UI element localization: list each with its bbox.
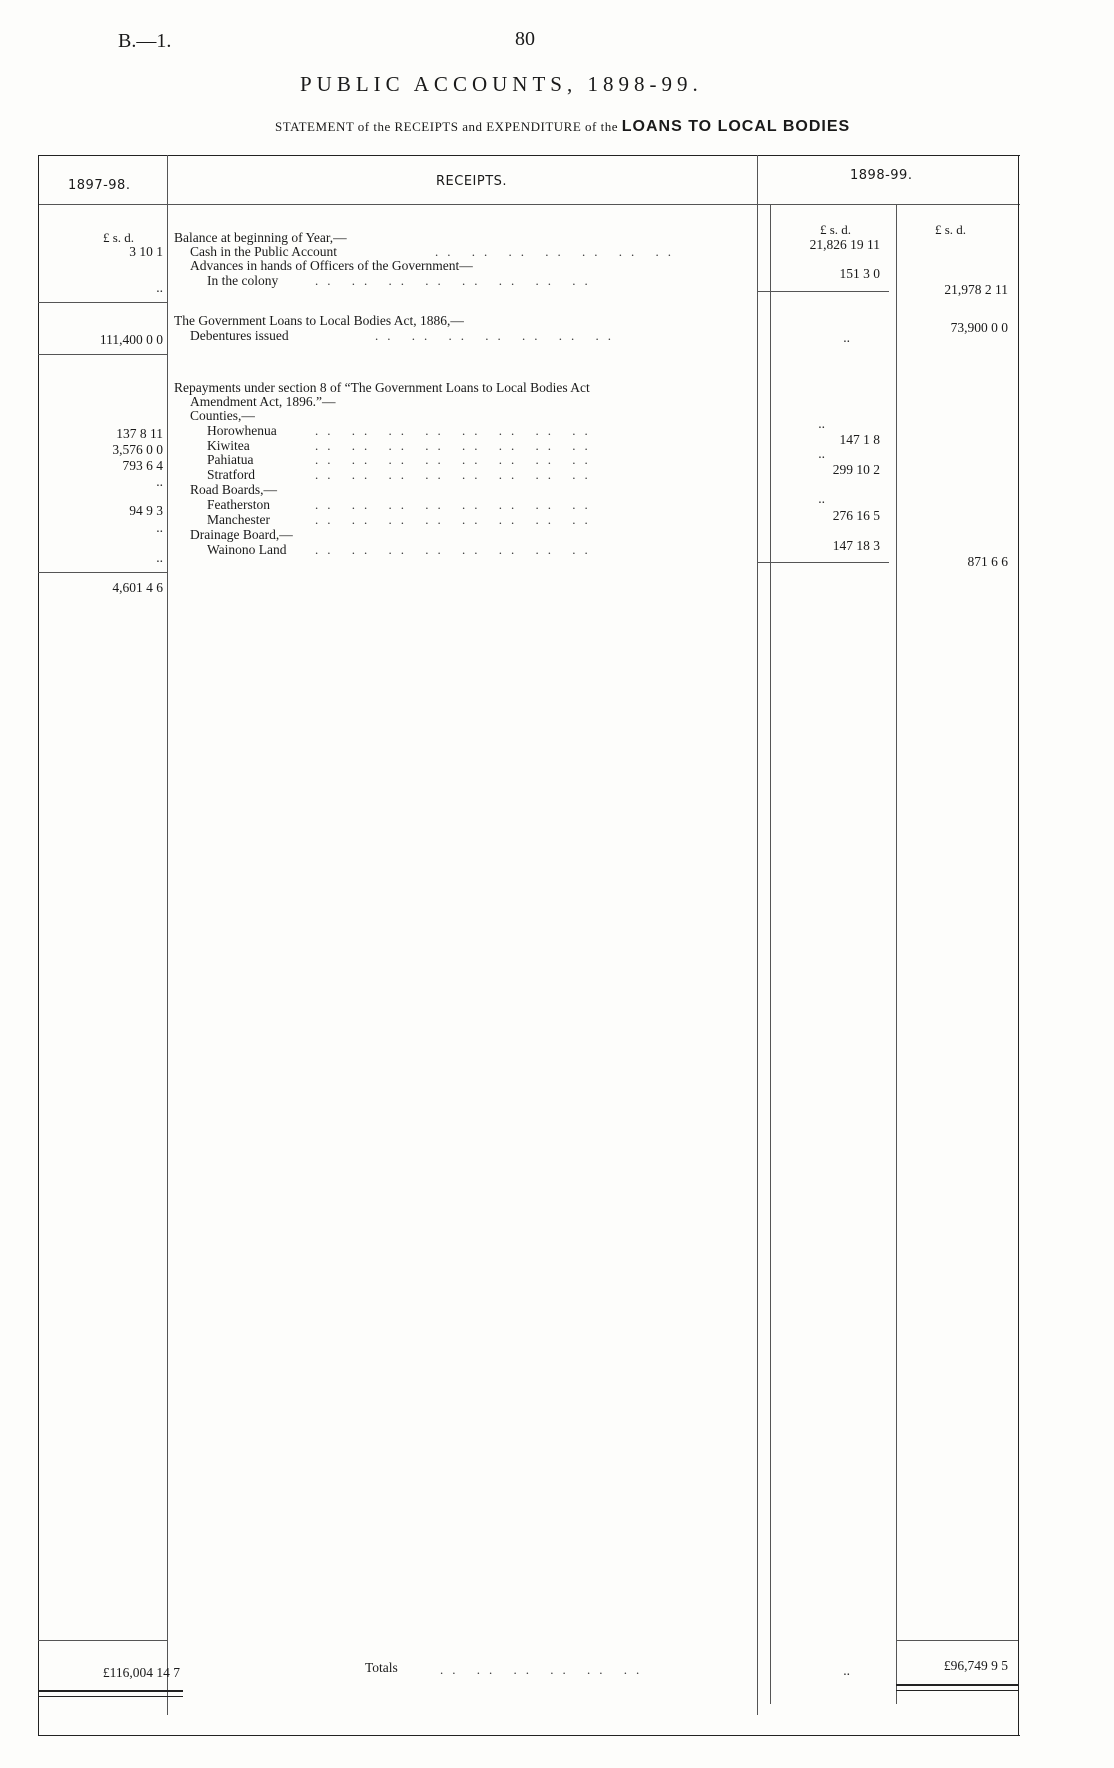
column-header-receipts: RECEIPTS. [436, 174, 508, 189]
column-header-1897-98: 1897-98. [68, 178, 131, 193]
prev-stratford: .. [156, 474, 163, 489]
leader-dots: .. .. .. .. .. .. .. .. [315, 467, 597, 482]
curr-wainono-land: 147 18 3 [832, 538, 880, 553]
prev-colony-value: .. [156, 280, 163, 295]
prev-featherston: 94 9 3 [129, 503, 163, 518]
item-pahiatua: Pahiatua [207, 452, 254, 467]
balance-heading: Balance at beginning of Year,— [174, 230, 347, 245]
subtitle-prefix: STATEMENT of the RECEIPTS and EXPENDITURE of the [275, 119, 618, 134]
curr-horowhenua-dots: .. [818, 416, 825, 431]
curr-featherston-dots: .. [818, 491, 825, 506]
prev-horowhenua: 137 8 11 [116, 426, 163, 441]
leader-dots: .. .. .. .. .. .. .. .. [315, 452, 597, 467]
advances-label: Advances in hands of Officers of the Government— [190, 258, 473, 273]
leader-dots: .. .. .. .. .. .. .. .. [315, 423, 597, 438]
prev-debentures-value: 111,400 0 0 [99, 332, 163, 347]
page-number: 80 [515, 28, 535, 50]
prev-grand-total: £116,004 14 7 [102, 1665, 180, 1680]
double-rule [896, 1684, 1018, 1691]
counties-label: Counties,— [190, 408, 255, 423]
mid-cash-value: 21,826 19 11 [809, 237, 880, 252]
prev-pahiatua: 793 6 4 [122, 458, 163, 473]
repayments-heading-line1: Repayments under section 8 of “The Government Loans to Local Bodies Act [174, 380, 590, 395]
item-kiwitea: Kiwitea [207, 438, 250, 453]
repayments-total: 871 6 6 [967, 554, 1008, 569]
leader-dots: .. .. .. .. .. .. [440, 1662, 649, 1677]
item-horowhenua: Horowhenua [207, 423, 277, 438]
currency-header-left: £ s. d. [103, 230, 135, 245]
curr-grand-total: £96,749 9 5 [943, 1658, 1008, 1673]
currency-header-mid: £ s. d. [820, 222, 852, 237]
leader-dots: .. .. .. .. .. .. .. .. [315, 497, 597, 512]
act1886-heading: The Government Loans to Local Bodies Act, 1886,— [174, 313, 464, 328]
subtitle-bold: LOANS TO LOCAL BODIES [621, 118, 851, 135]
curr-horowhenua: 147 1 8 [839, 432, 880, 447]
leader-dots: .. .. .. .. .. .. .. .. [315, 438, 597, 453]
item-featherston: Featherston [207, 497, 270, 512]
balance-total: 21,978 2 11 [944, 282, 1008, 297]
leader-dots: .. .. .. .. .. .. .. .. [315, 542, 597, 557]
act1886-total: 73,900 0 0 [950, 320, 1008, 335]
page-title: PUBLIC ACCOUNTS, 1898-99. [300, 72, 703, 96]
drainage-board-label: Drainage Board,— [190, 527, 293, 542]
double-rule [38, 1690, 183, 1697]
prev-kiwitea: 3,576 0 0 [112, 442, 163, 457]
mid-grand-total: .. [843, 1663, 850, 1678]
mid-colony-value: 151 3 0 [839, 266, 880, 281]
cash-label: Cash in the Public Account [190, 244, 337, 259]
debentures-label: Debentures issued [190, 328, 289, 343]
prev-wainono-land: .. [156, 550, 163, 565]
prev-manchester: .. [156, 520, 163, 535]
leader-dots: .. .. .. .. .. .. .. [375, 328, 620, 343]
document-code: B.—1. [118, 30, 172, 52]
mid-debentures-value: .. [843, 330, 850, 345]
repayments-heading-line2: Amendment Act, 1896.”— [190, 394, 336, 409]
prev-cash-value: 3 10 1 [129, 244, 163, 259]
leader-dots: .. .. .. .. .. .. .. [435, 244, 680, 259]
curr-pahiatua-dots: .. [818, 446, 825, 461]
prev-repayments-total: 4,601 4 6 [112, 580, 163, 595]
column-header-1898-99: 1898-99. [850, 168, 913, 183]
statement-subtitle [275, 118, 850, 136]
road-boards-label: Road Boards,— [190, 482, 277, 497]
item-stratford: Stratford [207, 467, 255, 482]
item-wainono-land: Wainono Land [207, 542, 287, 557]
curr-featherston: 276 16 5 [832, 508, 880, 523]
leader-dots: .. .. .. .. .. .. .. .. [315, 273, 597, 288]
colony-label: In the colony [207, 273, 279, 288]
curr-pahiatua: 299 10 2 [832, 462, 880, 477]
totals-label: Totals [365, 1660, 398, 1675]
leader-dots: .. .. .. .. .. .. .. .. [315, 512, 597, 527]
currency-header-right: £ s. d. [935, 222, 967, 237]
item-manchester: Manchester [207, 512, 270, 527]
